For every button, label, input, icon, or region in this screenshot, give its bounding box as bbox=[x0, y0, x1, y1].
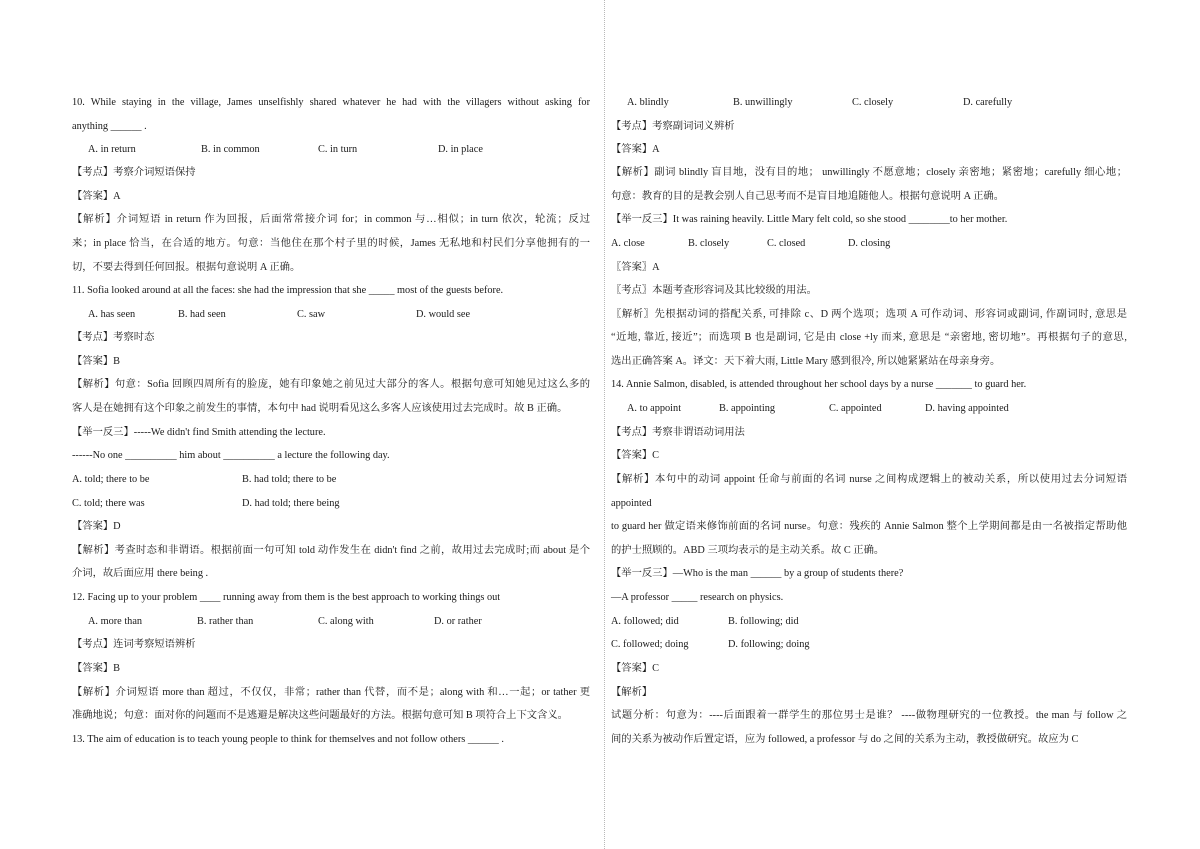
q13-extra-analysis-line1: 〖解析〗先根据动词的搭配关系, 可排除 c、D 两个选项；选项 A 可作动词、形容词或副词, 作副词时, 意思是 bbox=[611, 309, 1127, 320]
q14-extra-option-b: B. following; did bbox=[728, 616, 799, 627]
q10-option-c: C. in turn bbox=[318, 144, 358, 155]
q11-extra-analysis-line2: 介词，故后面应用 there being . bbox=[72, 568, 209, 579]
q14-extra-stem2: —A professor _____ research on physics. bbox=[611, 592, 784, 603]
q11-analysis-line1: 【解析】句意：Sofia 回顾四周所有的脸庞，她有印象她之前见过大部分的客人。根据句意可知她见过这么多的 bbox=[72, 379, 590, 390]
q12-analysis-line2: 准确地说；句意：面对你的问题而不是逃避是解决这些问题最好的方法。根据句意可知 B 项符合上下文含义。 bbox=[72, 710, 568, 721]
q10-option-a: A. in return bbox=[88, 144, 136, 155]
q13-extra-analysis-line3: 选出正确答案 A。译文：天下着大雨, Little Mary 感到很冷, 所以她紧紧站在母亲身旁。 bbox=[611, 356, 1001, 367]
q13-answer: 【答案】A bbox=[611, 144, 660, 155]
q14-extra-option-d: D. following; doing bbox=[728, 639, 810, 650]
q11-extra-stem1: 【举一反三】-----We didn't find Smith attending the lecture. bbox=[72, 427, 326, 438]
q10-answer: 【答案】A bbox=[72, 191, 121, 202]
q11-extra-answer: 【答案】D bbox=[72, 521, 121, 532]
q10-kaodian: 【考点】考察介词短语保持 bbox=[72, 167, 196, 178]
q11-option-b: B. had seen bbox=[178, 309, 226, 320]
q13-extra-answer: 〖答案〗A bbox=[611, 262, 660, 273]
q13-extra-option-c: C. closed bbox=[767, 238, 806, 249]
q11-extra-stem2: ------No one __________ him about __________ a lecture the following day. bbox=[72, 450, 390, 461]
q13-analysis-line1: 【解析】副词 blindly 盲目地，没有目的地； unwillingly 不愿意地；closely 亲密地；紧密地；carefully 细心地； bbox=[611, 167, 1127, 178]
q11-extra-option-a: A. told; there to be bbox=[72, 474, 150, 485]
q12-analysis-line1: 【解析】介词短语 more than 超过，不仅仅，非常；rather than 代替，而不是；along with 和…一起；or tather 更 bbox=[72, 687, 590, 698]
q10-analysis-line1: 【解析】介词短语 in return 作为回报，后面常常接介词 for；in common 与…相似；in turn 依次，轮流；反过 bbox=[72, 214, 590, 225]
q14-answer: 【答案】C bbox=[611, 450, 660, 461]
q14-stem: 14. Annie Salmon, disabled, is attended throughout her school days by a nurse _______ to guard her. bbox=[611, 379, 1027, 390]
q11-analysis-line2: 客人是在她拥有这个印象之前发生的事情，本句中 had 说明看见这么多客人应该使用过去完成时。故 B 正确。 bbox=[72, 403, 568, 414]
q11-extra-option-b: B. had told; there to be bbox=[242, 474, 337, 485]
q11-kaodian: 【考点】考察时态 bbox=[72, 332, 155, 343]
q14-extra-answer: 【答案】C bbox=[611, 663, 660, 674]
q14-extra-option-a: A. followed; did bbox=[611, 616, 679, 627]
q13-extra-option-b: B. closely bbox=[688, 238, 730, 249]
q10-option-b: B. in common bbox=[201, 144, 260, 155]
q13-option-b: B. unwillingly bbox=[733, 97, 793, 108]
column-divider bbox=[604, 0, 605, 849]
q10-stem-line2: anything ______ . bbox=[72, 121, 147, 132]
q14-option-c: C. appointed bbox=[829, 403, 882, 414]
q13-option-a: A. blindly bbox=[627, 97, 669, 108]
q10-analysis-line3: 切，不要去得到任何回报。根据句意说明 A 正确。 bbox=[72, 262, 301, 273]
q12-option-d: D. or rather bbox=[434, 616, 482, 627]
q13-extra-stem: 【举一反三】It was raining heavily. Little Mary felt cold, so she stood ________to her mother. bbox=[611, 214, 1008, 225]
q11-extra-option-d: D. had told; there being bbox=[242, 498, 340, 509]
q13-extra-analysis-line2: “近地, 靠近, 接近”；而选项 B 也是副词, 它是由 close +ly 而来, 意思是 “亲密地, 密切地”。再根据句子的意思, bbox=[611, 332, 1127, 343]
q14-analysis-line2: appointed bbox=[611, 498, 652, 509]
q14-extra-option-c: C. followed; doing bbox=[611, 639, 689, 650]
q10-option-d: D. in place bbox=[438, 144, 483, 155]
q13-kaodian: 【考点】考察副词词义辨析 bbox=[611, 121, 735, 132]
q11-extra-analysis-line1: 【解析】考查时态和非谓语。根据前面一句可知 told 动作发生在 didn't find 之前，故用过去完成时;而 about 是个 bbox=[72, 545, 590, 556]
q12-option-a: A. more than bbox=[88, 616, 143, 627]
q13-option-c: C. closely bbox=[852, 97, 894, 108]
q14-option-a: A. to appoint bbox=[627, 403, 682, 414]
q12-option-c: C. along with bbox=[318, 616, 374, 627]
q12-answer: 【答案】B bbox=[72, 663, 121, 674]
q14-kaodian: 【考点】考察非谓语动词用法 bbox=[611, 427, 745, 438]
q13-stem: 13. The aim of education is to teach young people to think for themselves and not follow others ______ . bbox=[72, 734, 504, 745]
q14-extra-analysis-line1: 试题分析：句意为：----后面跟着一群学生的那位男士是谁？ ----做物理研究的一位教授。the man 与 follow 之 bbox=[611, 710, 1127, 721]
q14-extra-stem1: 【举一反三】—Who is the man ______ by a group of students there? bbox=[611, 568, 904, 579]
q11-stem: 11. Sofia looked around at all the faces: she had the impression that she _____ most of the guests before. bbox=[72, 285, 504, 296]
q10-analysis-line2: 来；in place 恰当，在合适的地方。句意：当他住在那个村子里的时候，James 无私地和村民们分享他拥有的一 bbox=[72, 238, 590, 249]
q12-kaodian: 【考点】连词考察短语辨析 bbox=[72, 639, 196, 650]
q11-option-d: D. would see bbox=[416, 309, 471, 320]
q13-option-d: D. carefully bbox=[963, 97, 1013, 108]
q12-option-b: B. rather than bbox=[197, 616, 254, 627]
q11-answer: 【答案】B bbox=[72, 356, 121, 367]
q10-stem-line1: 10. While staying in the village, James unselfishly shared whatever he had with the villagers without asking for bbox=[72, 97, 590, 108]
q14-analysis-line4: 的护士照顾的。ABD 三项均表示的是主动关系。故 C 正确。 bbox=[611, 545, 885, 556]
q11-option-a: A. has seen bbox=[88, 309, 136, 320]
q13-analysis-line2: 句意：教育的目的是教会别人自己思考而不是盲目地追随他人。根据句意说明 A 正确。 bbox=[611, 191, 1004, 202]
q13-extra-kaodian: 〖考点〗本题考查形容词及其比较级的用法。 bbox=[611, 285, 817, 296]
q14-analysis-line1: 【解析】本句中的动词 appoint 任命与前面的名词 nurse 之间构成逻辑上的被动关系，所以使用过去分词短语 bbox=[611, 474, 1127, 485]
q12-stem: 12. Facing up to your problem ____ running away from them is the best approach to working things out bbox=[72, 592, 501, 603]
q11-option-c: C. saw bbox=[297, 309, 326, 320]
q14-analysis-line3: to guard her 做定语来修饰前面的名词 nurse。句意：残疾的 Annie Salmon 整个上学期间都是由一名被指定帮助他 bbox=[611, 521, 1127, 532]
q14-option-d: D. having appointed bbox=[925, 403, 1009, 414]
q14-extra-analysis-head: 【解析】 bbox=[611, 687, 653, 698]
q14-extra-analysis-line2: 间的关系为被动作后置定语，应为 followed, a professor 与 do 之间的关系为主动，教授做研究。故应为 C bbox=[611, 734, 1079, 745]
q13-extra-option-d: D. closing bbox=[848, 238, 891, 249]
q14-option-b: B. appointing bbox=[719, 403, 776, 414]
q13-extra-option-a: A. close bbox=[611, 238, 645, 249]
q11-extra-option-c: C. told; there was bbox=[72, 498, 145, 509]
